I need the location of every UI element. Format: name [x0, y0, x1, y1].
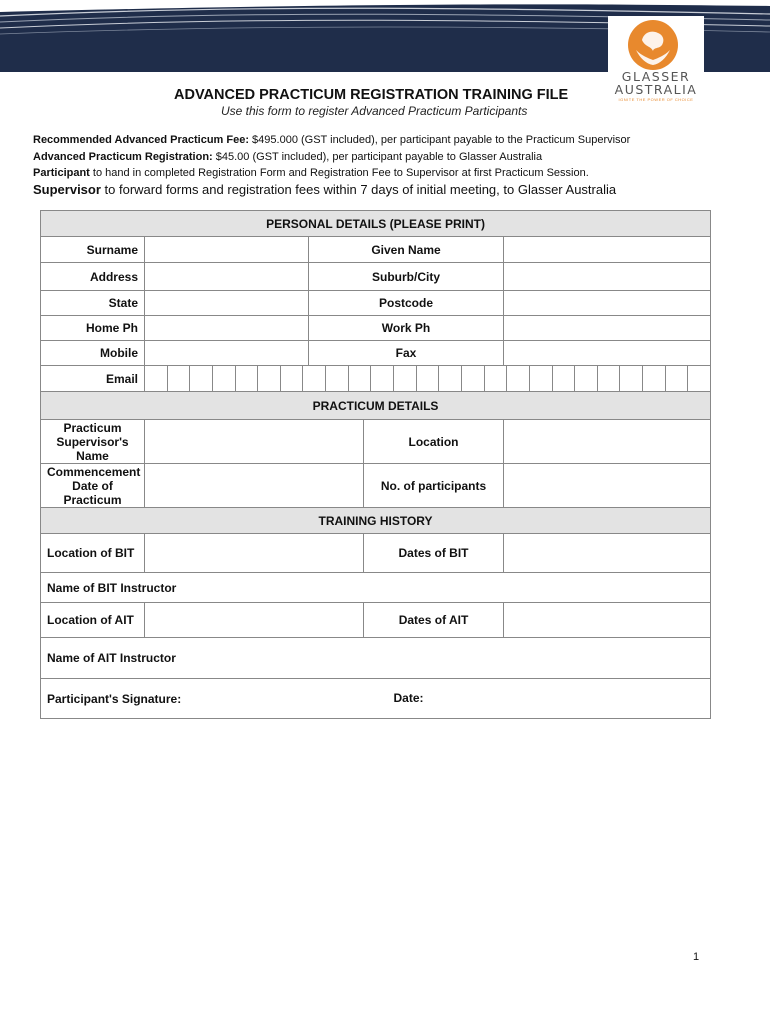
bit-instructor-label: Name of BIT Instructor — [47, 580, 177, 595]
mobile-label: Mobile — [41, 341, 145, 366]
fax-field[interactable] — [504, 341, 711, 366]
location-ait-field[interactable] — [145, 603, 364, 638]
signature-field[interactable] — [41, 679, 364, 719]
home-ph-label: Home Ph — [41, 316, 145, 341]
fee-text: $495.000 (GST included), per participant payable to the Practicum Supervisor — [249, 134, 631, 146]
address-field[interactable] — [145, 263, 309, 291]
dates-bit-label: Dates of BIT — [364, 534, 504, 573]
location-bit-label: Location of BIT — [41, 534, 145, 573]
location-ait-label: Location of AIT — [41, 603, 145, 638]
logo-text-australia: AUSTRALIA — [614, 82, 698, 97]
page-title: ADVANCED PRACTICUM REGISTRATION TRAINING FILE — [174, 87, 569, 103]
location-bit-field[interactable] — [145, 534, 364, 573]
commencement-label: Commencement Date of Practicum — [41, 464, 145, 508]
work-ph-field[interactable] — [504, 316, 711, 341]
state-label: State — [41, 291, 145, 316]
date-label: Date: — [393, 691, 424, 705]
address-label: Address — [41, 263, 145, 291]
location-label: Location — [364, 420, 504, 464]
postcode-label: Postcode — [309, 291, 504, 316]
surname-field[interactable] — [145, 237, 309, 263]
participant-line — [33, 167, 589, 179]
registration-text: $45.00 (GST included), per participant payable to Glasser Australia — [212, 151, 543, 163]
date-field[interactable] — [364, 679, 711, 719]
supervisor-text: to forward forms and registration fees within 7 days of initial meeting, to Glasser Australia — [100, 182, 617, 197]
home-ph-field[interactable] — [145, 316, 309, 341]
given-name-label: Given Name — [309, 237, 504, 263]
participant-text: to hand in completed Registration Form and Registration Fee to Supervisor at first Practicum Session. — [89, 167, 589, 179]
registration-label: Advanced Practicum Registration: — [33, 151, 213, 163]
supervisor-line — [33, 182, 616, 197]
email-field[interactable] — [145, 366, 711, 392]
page-number: 1 — [693, 951, 700, 963]
location-field[interactable] — [504, 420, 711, 464]
glasser-logo — [608, 16, 704, 102]
given-name-field[interactable] — [504, 237, 711, 263]
work-ph-label: Work Ph — [309, 316, 504, 341]
supervisor-name-field[interactable] — [145, 420, 364, 464]
logo-emblem-icon — [628, 20, 678, 70]
email-character-boxes — [145, 366, 710, 391]
ait-instructor-label: Name of AIT Instructor — [47, 651, 176, 665]
practicum-details-heading: PRACTICUM DETAILS — [41, 392, 711, 420]
dates-ait-label: Dates of AIT — [364, 603, 504, 638]
surname-label: Surname — [41, 237, 145, 263]
participants-label: No. of participants — [364, 464, 504, 508]
page-subtitle: Use this form to register Advanced Practicum Participants — [221, 104, 528, 118]
supervisor-label: Supervisor — [33, 182, 101, 197]
suburb-label: Suburb/City — [309, 263, 504, 291]
dates-bit-field[interactable] — [504, 534, 711, 573]
fee-line — [33, 134, 630, 146]
dates-ait-field[interactable] — [504, 603, 711, 638]
state-field[interactable] — [145, 291, 309, 316]
training-history-heading: TRAINING HISTORY — [41, 508, 711, 534]
email-label: Email — [41, 366, 145, 392]
participant-label: Participant — [33, 167, 90, 179]
ait-instructor-field[interactable] — [41, 638, 711, 679]
suburb-field[interactable] — [504, 263, 711, 291]
postcode-field[interactable] — [504, 291, 711, 316]
logo-tagline: IGNITE THE POWER OF CHOICE — [618, 97, 694, 102]
supervisor-name-label: Practicum Supervisor's Name — [41, 420, 145, 464]
fax-label: Fax — [309, 341, 504, 366]
logo-text-glasser: GLASSER — [621, 69, 691, 84]
signature-label: Participant's Signature: — [47, 691, 182, 706]
personal-details-heading: PERSONAL DETAILS (PLEASE PRINT) — [41, 211, 711, 237]
participants-field[interactable] — [504, 464, 711, 508]
mobile-field[interactable] — [145, 341, 309, 366]
commencement-field[interactable] — [145, 464, 364, 508]
fee-label: Recommended Advanced Practicum Fee: — [33, 134, 249, 146]
registration-line — [33, 151, 542, 163]
registration-form — [40, 210, 711, 719]
bit-instructor-field[interactable] — [41, 573, 711, 603]
